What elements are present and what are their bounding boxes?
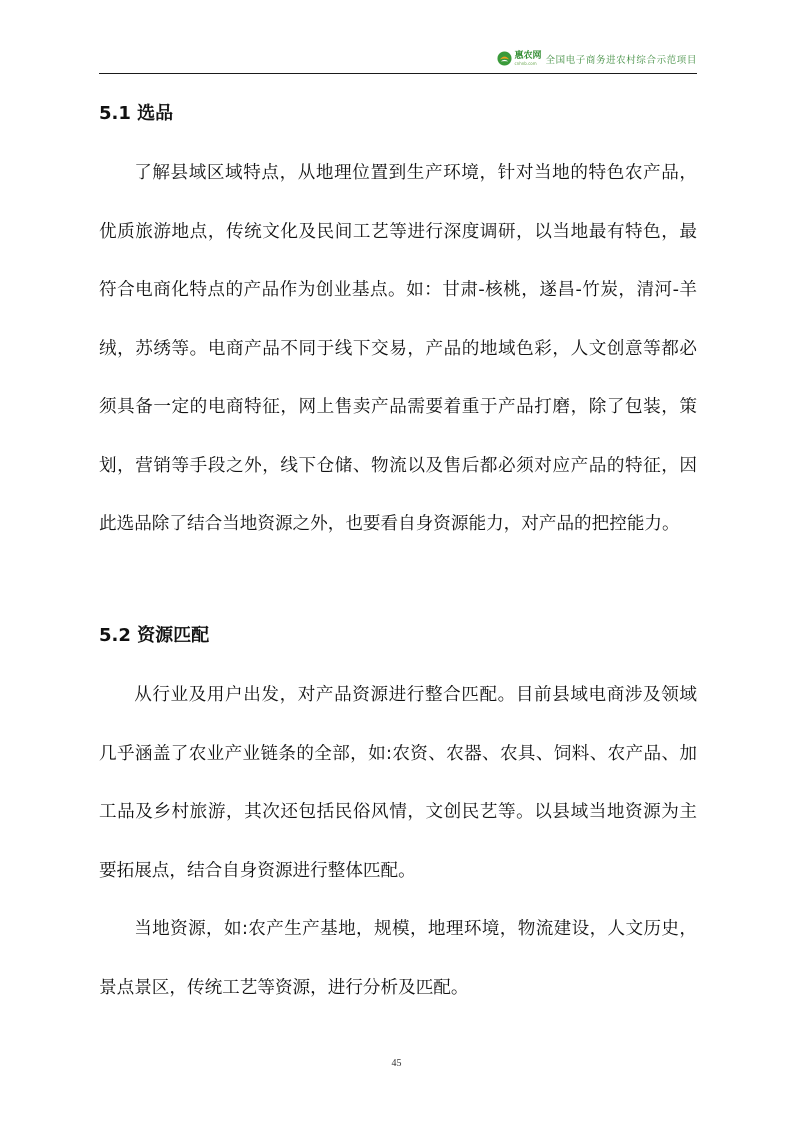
logo-subtext: cnhnb.com [514, 60, 537, 66]
section-5-2-paragraph-2: 当地资源，如:农产生产基地，规模，地理环境，物流建设，人文历史，景点景区，传统工艺等资源，进行分析及匹配。 [99, 919, 697, 998]
brand-logo [497, 51, 541, 66]
section-heading-5-2: 5.2 资源匹配 [99, 625, 210, 646]
leaf-logo-icon [497, 51, 512, 66]
section-5-1-paragraph: 了解县域区域特点，从地理位置到生产环境，针对当地的特色农产品，优质旅游地点，传统文化及民间工艺等进行深度调研，以当地最有特色，最符合电商化特点的产品作为创业基点。如：甘肃-核桃，遂昌-竹炭，清河-羊绒，苏绣等。电商产品不同于线下交易，产品的地域色彩，人文创意等都必须具备一定的电商特征，网上售卖产品需要着重于产品打磨，除了包装，策划，营销等手段之外，线下仓储、物流以及售后都必须对应产品的特征，因此选品除了结合当地资源之外，也要看自身资源能力，对产品的把控能力。 [99, 163, 697, 534]
project-title: 全国电子商务进农村综合示范项目 [545, 54, 697, 66]
page-header [99, 49, 697, 74]
logo-text [514, 52, 541, 66]
section-heading-5-1: 5.1 选品 [99, 103, 174, 124]
section-5-2-paragraph-1: 从行业及用户出发，对产品资源进行整合匹配。目前县域电商涉及领域几乎涵盖了农业产业链条的全部，如:农资、农器、农具、饲料、农产品、加工品及乡村旅游，其次还包括民俗风情，文创民艺等。以县域当地资源为主要拓展点，结合自身资源进行整体匹配。 [99, 685, 697, 881]
page-number: 45 [391, 1058, 402, 1069]
header-brand [497, 51, 697, 66]
logo-name: 惠农网 [514, 50, 542, 61]
